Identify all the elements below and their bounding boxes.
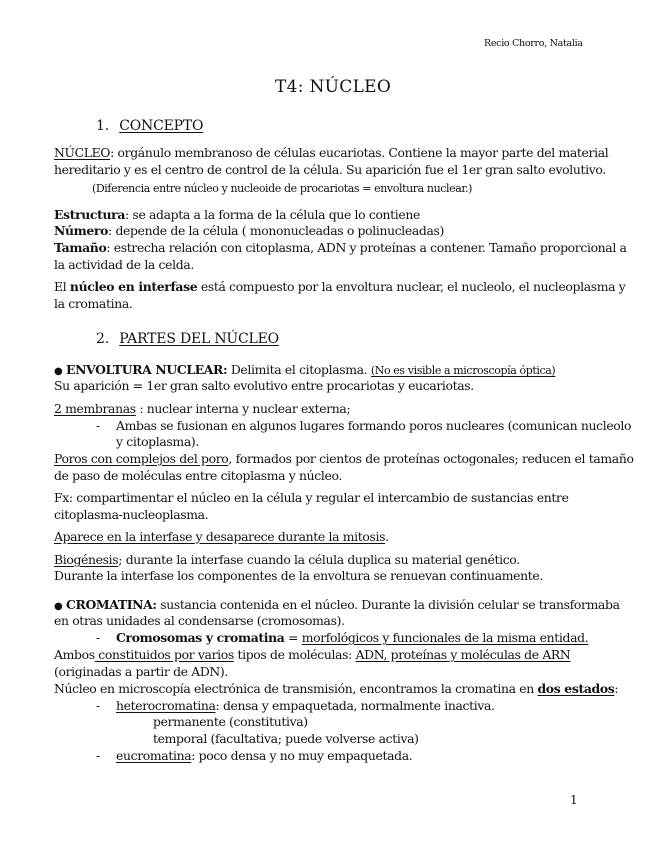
envoltura-note: (No es visible a microscopía óptica): [370, 364, 556, 377]
bullet: ●: [54, 366, 63, 377]
biogenesis-text: ; durante la interfase cuando la célula duplica su material genético.: [118, 552, 520, 567]
biogenesis-line: [54, 551, 520, 568]
poros-term: Poros con complejos del poro: [54, 451, 229, 466]
numero-label: Número: [54, 223, 109, 238]
nucleo-term: NÚCLEO: [54, 145, 111, 160]
heterocromatina-line: [116, 697, 495, 714]
author-name: Recio Chorro, Natalia: [484, 38, 583, 49]
fx-line-1: Fx: compartimentar el núcleo en la célula y regular el intercambio de sustancias entre: [54, 490, 569, 505]
tamano-line-2: la actividad de la celda.: [54, 257, 194, 272]
interfase-post: está compuesto por la envoltura nuclear, el nucleolo, el nucleoplasma y: [197, 279, 626, 294]
cromosomas-dash: -: [96, 630, 100, 645]
aparece-text: Aparece en la interfase y desaparece durante la mitosis: [54, 529, 386, 544]
microscopia-line: [54, 680, 618, 697]
section-1-number: 1.: [96, 118, 109, 134]
eucromatina-line: [116, 747, 412, 764]
procariotas-note: (Diferencia entre núcleo y nucleoide de procariotas = envoltura nuclear.): [92, 182, 473, 195]
cromatina-line-2: en otras unidades al condensarse (cromosomas).: [54, 613, 345, 628]
ambos-underlined: constituidos por varios: [94, 647, 234, 662]
eucromatina-text: : poco densa y no muy empaquetada.: [191, 748, 413, 763]
poros-text: , formados por cientos de proteínas octogonales; reducen el tamaño: [228, 451, 634, 466]
interfase-line: [54, 278, 625, 295]
section-1-heading: [96, 118, 203, 134]
estructura-label: Estructura: [54, 207, 126, 222]
poros-line-2: de paso de moléculas entre citoplasma y núcleo.: [54, 468, 342, 483]
ambos-pre: Ambos: [54, 647, 95, 662]
page-title: T4: NÚCLEO: [275, 77, 392, 97]
membranas-text: : nuclear interna y nuclear externa;: [135, 401, 351, 416]
microscopia-post: :: [614, 681, 619, 696]
tamano-label: Tamaño: [54, 240, 107, 255]
fx-line-2: citoplasma-nucleoplasma.: [54, 507, 209, 522]
microscopia-pre: Núcleo en microscopía electrónica de transmisión, encontramos la cromatina en: [54, 681, 538, 696]
numero-text: : depende de la célula ( mononucleadas o polinucleadas): [108, 223, 445, 238]
interfase-pre: El: [54, 279, 70, 294]
interfase-line-2: la cromatina.: [54, 296, 133, 311]
bullet: ●: [54, 601, 63, 612]
ambos-molecules: ADN, proteínas y moléculas de ARN: [355, 647, 571, 662]
ambos-line: [54, 646, 570, 663]
heterocromatina-text: : densa y empaquetada, normalmente inactiva.: [215, 698, 495, 713]
estructura-text: : se adapta a la forma de la célula que lo contiene: [125, 207, 421, 222]
section-1-title: CONCEPTO: [119, 118, 204, 134]
definition-text: : orgánulo membranoso de células eucariotas. Contiene la mayor parte del material: [110, 145, 609, 160]
envoltura-line-2: Su aparición = 1er gran salto evolutivo entre procariotas y eucariotas.: [54, 378, 474, 393]
permanente-line: permanente (constitutiva): [153, 714, 308, 729]
temporal-line: temporal (facultativa; puede volverse activa): [153, 731, 419, 746]
cromatina-label: CROMATINA:: [65, 597, 157, 612]
cromatina-text: sustancia contenida en el núcleo. Durante la división celular se transformaba: [156, 597, 620, 612]
numero-line: [54, 222, 444, 239]
estructura-line: [54, 206, 420, 223]
dos-estados: dos estados: [537, 681, 615, 696]
biogenesis-term: Biogénesis: [54, 552, 119, 567]
eu-dash: -: [96, 748, 100, 763]
ambos-line-2: (originadas a partir de ADN).: [54, 664, 228, 679]
section-2-title: PARTES DEL NÚCLEO: [119, 331, 279, 347]
tamano-line: [54, 239, 627, 256]
cromosomas-underlined: morfológicos y funcionales de la misma entidad.: [301, 630, 589, 645]
heterocromatina-term: heterocromatina: [116, 698, 216, 713]
cromosomas-bold: Cromosomas y cromatina: [116, 630, 285, 645]
tamano-text: : estrecha relación con citoplasma, ADN y proteínas a contener. Tamaño proporcional a: [106, 240, 627, 255]
aparece-line: [54, 528, 389, 545]
definition-line-1: [54, 144, 608, 161]
cromosomas-line: [116, 629, 588, 646]
membranas-line: [54, 400, 350, 417]
fusion-dash: -: [96, 418, 100, 433]
fusion-line-2: y citoplasma).: [116, 434, 199, 449]
eucromatina-term: eucromatina: [116, 748, 192, 763]
section-2-number: 2.: [96, 331, 109, 347]
envoltura-text: Delimita el citoplasma.: [227, 362, 371, 377]
page-number: 1: [570, 793, 578, 807]
section-2-heading: [96, 331, 279, 347]
membranas-term: 2 membranas: [54, 401, 136, 416]
ambos-mid: tipos de moléculas:: [233, 647, 356, 662]
hetero-dash: -: [96, 698, 100, 713]
poros-line: [54, 450, 634, 467]
fusion-line-1: Ambas se fusionan en algunos lugares formando poros nucleares (comunican nucleolo: [116, 418, 632, 433]
interfase-bold: núcleo en interfase: [69, 279, 198, 294]
cromosomas-eq: =: [284, 630, 302, 645]
renuevan-line: Durante la interfase los componentes de la envoltura se renuevan continuamente.: [54, 568, 543, 583]
definition-line-2: hereditario y es el centro de control de la célula. Su aparición fue el 1er gran salto evolutivo.: [54, 162, 606, 177]
aparece-dot: .: [385, 529, 389, 544]
envoltura-label: ENVOLTURA NUCLEAR:: [65, 362, 228, 377]
